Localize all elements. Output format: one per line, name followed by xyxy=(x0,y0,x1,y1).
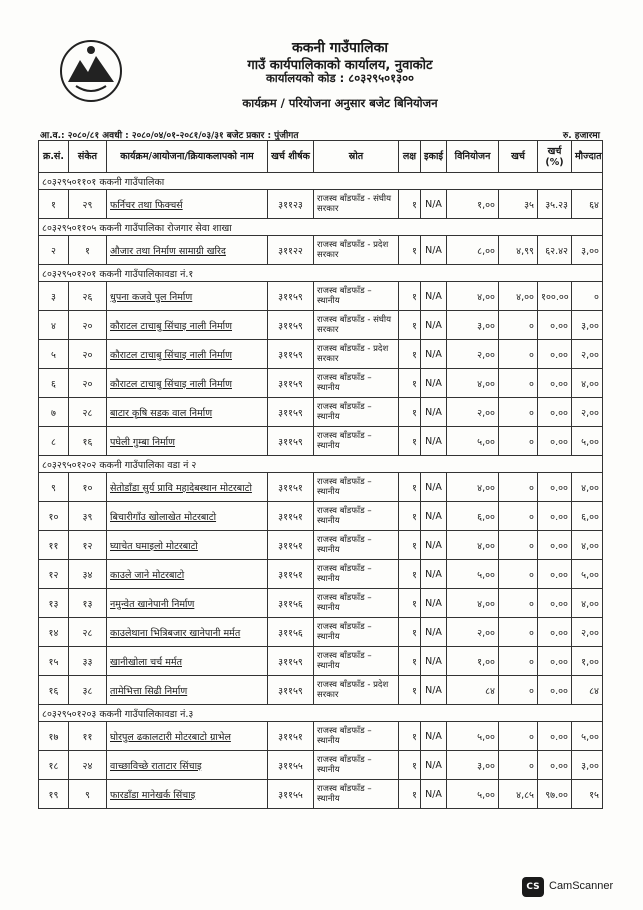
unit-text: रु. हजारमा xyxy=(562,131,600,141)
serial-cell: ११ xyxy=(39,531,69,560)
expense-head-cell: ३११५९ xyxy=(268,340,314,369)
allocation-cell: ८४ xyxy=(447,676,499,705)
section-row xyxy=(39,265,603,282)
expense-percent-cell: ३५.२३ xyxy=(538,190,572,219)
serial-cell: १ xyxy=(39,190,69,219)
project-name-cell: फर्निचर तथा फिक्चर्स xyxy=(107,190,268,219)
balance-cell: ५,०० xyxy=(572,722,603,751)
document-title: कार्यक्रम / परियोजना अनुसार बजेट बिनियोजन xyxy=(242,96,438,110)
code-cell: ३९ xyxy=(69,502,107,531)
expense-head-cell: ३११५९ xyxy=(268,311,314,340)
allocation-cell: १,०० xyxy=(447,190,499,219)
balance-cell: ८४ xyxy=(572,676,603,705)
project-name-cell: वाच्छाविच्छे राताटार सिंचाइ xyxy=(107,751,268,780)
table-row xyxy=(39,282,603,311)
section-label: ८०३२९५०१२०१ ककनी गाउँपालिकावडा नं.१ xyxy=(39,265,603,282)
balance-cell: ६४ xyxy=(572,190,603,219)
expense-cell: ४,८५ xyxy=(499,780,538,809)
table-row xyxy=(39,722,603,751)
project-name-cell: खानीखोला चर्च मर्मत xyxy=(107,647,268,676)
code-cell: २० xyxy=(69,311,107,340)
unit-cell: N/A xyxy=(421,751,447,780)
table-row xyxy=(39,502,603,531)
unit-cell: N/A xyxy=(421,398,447,427)
section-label: ८०३२९५०१२०३ ककनी गाउँपालिकावडा नं.३ xyxy=(39,705,603,722)
allocation-cell: ६,०० xyxy=(447,502,499,531)
unit-cell: N/A xyxy=(421,190,447,219)
source-cell: राजस्व बाँडफाँड - प्रदेश सरकार xyxy=(314,340,399,369)
table-row xyxy=(39,647,603,676)
target-cell: १ xyxy=(399,531,421,560)
unit-cell: N/A xyxy=(421,282,447,311)
expense-percent-cell: ०.०० xyxy=(538,618,572,647)
target-cell: १ xyxy=(399,502,421,531)
expense-cell: ० xyxy=(499,473,538,502)
table-row xyxy=(39,190,603,219)
table-row xyxy=(39,473,603,502)
expense-percent-cell: ०.०० xyxy=(538,531,572,560)
col-header: इकाई xyxy=(421,141,447,173)
target-cell: १ xyxy=(399,473,421,502)
balance-cell: ५,०० xyxy=(572,427,603,456)
allocation-cell: २,०० xyxy=(447,340,499,369)
table-row xyxy=(39,369,603,398)
source-cell: राजस्व बाँडफाँड – स्थानीय xyxy=(314,502,399,531)
project-name-cell: फारडाँडा मानेखर्क सिंचाइ xyxy=(107,780,268,809)
allocation-cell: ५,०० xyxy=(447,427,499,456)
project-name-cell: घ्याचेत घमाइलो मोटरबाटो xyxy=(107,531,268,560)
table-row xyxy=(39,676,603,705)
serial-cell: २ xyxy=(39,236,69,265)
table-row xyxy=(39,398,603,427)
expense-head-cell: ३११५९ xyxy=(268,647,314,676)
expense-cell: ० xyxy=(499,502,538,531)
source-cell: राजस्व बाँडफाँड - संघीय सरकार xyxy=(314,311,399,340)
allocation-cell: ४,०० xyxy=(447,531,499,560)
section-label: ८०३२९५०११०१ ककनी गाउँपालिका xyxy=(39,173,603,190)
code-cell: १ xyxy=(69,236,107,265)
table-row xyxy=(39,618,603,647)
allocation-cell: २,०० xyxy=(447,398,499,427)
source-cell: राजस्व बाँडफाँड – स्थानीय xyxy=(314,589,399,618)
unit-cell: N/A xyxy=(421,560,447,589)
code-cell: १० xyxy=(69,473,107,502)
table-row xyxy=(39,560,603,589)
code-cell: २४ xyxy=(69,751,107,780)
municipality-emblem-icon xyxy=(58,38,124,104)
source-cell: राजस्व बाँडफाँड – स्थानीय xyxy=(314,722,399,751)
source-cell: राजस्व बाँडफाँड – स्थानीय xyxy=(314,560,399,589)
section-label: ८०३२९५०१२०२ ककनी गाउँपालिका वडा नं २ xyxy=(39,456,603,473)
expense-cell: ० xyxy=(499,751,538,780)
serial-cell: १३ xyxy=(39,589,69,618)
code-cell: २० xyxy=(69,369,107,398)
serial-cell: १९ xyxy=(39,780,69,809)
code-cell: ३४ xyxy=(69,560,107,589)
source-cell: राजस्व बाँडफाँड – स्थानीय xyxy=(314,531,399,560)
code-cell: ११ xyxy=(69,722,107,751)
section-row xyxy=(39,705,603,722)
expense-percent-cell: ०.०० xyxy=(538,369,572,398)
balance-cell: २,०० xyxy=(572,618,603,647)
project-name-cell: घोरपुल ढकालटारी मोटरबाटो ग्राभेल xyxy=(107,722,268,751)
balance-cell: १,०० xyxy=(572,647,603,676)
expense-cell: ० xyxy=(499,311,538,340)
serial-cell: १४ xyxy=(39,618,69,647)
unit-cell: N/A xyxy=(421,647,447,676)
target-cell: १ xyxy=(399,427,421,456)
expense-head-cell: ३११२३ xyxy=(268,190,314,219)
code-cell: ३३ xyxy=(69,647,107,676)
unit-cell: N/A xyxy=(421,618,447,647)
expense-head-cell: ३११५९ xyxy=(268,369,314,398)
target-cell: १ xyxy=(399,236,421,265)
code-cell: २९ xyxy=(69,190,107,219)
target-cell: १ xyxy=(399,751,421,780)
code-cell: २८ xyxy=(69,618,107,647)
col-header: स्रोत xyxy=(314,141,399,173)
expense-cell: ० xyxy=(499,676,538,705)
expense-cell: ० xyxy=(499,340,538,369)
expense-head-cell: ३११५६ xyxy=(268,618,314,647)
source-cell: राजस्व बाँडफाँड – स्थानीय xyxy=(314,473,399,502)
unit-cell: N/A xyxy=(421,311,447,340)
serial-cell: ७ xyxy=(39,398,69,427)
code-cell: १६ xyxy=(69,427,107,456)
balance-cell: ४,०० xyxy=(572,531,603,560)
table-header-row xyxy=(39,141,603,173)
project-name-cell: बाटार कृषि सडक वाल निर्माण xyxy=(107,398,268,427)
col-header: कार्यक्रम/आयोजना/क्रियाकलापको नाम xyxy=(107,141,268,173)
col-header: खर्च xyxy=(499,141,538,173)
unit-cell: N/A xyxy=(421,369,447,398)
target-cell: १ xyxy=(399,311,421,340)
expense-cell: ० xyxy=(499,618,538,647)
camscanner-watermark xyxy=(522,875,632,899)
source-cell: राजस्व बाँडफाँड – स्थानीय xyxy=(314,427,399,456)
table-row xyxy=(39,589,603,618)
expense-head-cell: ३११५१ xyxy=(268,531,314,560)
project-name-cell: बिचारीगाँउ खोलाखेत मोटरबाटो xyxy=(107,502,268,531)
expense-percent-cell: ०.०० xyxy=(538,340,572,369)
project-name-cell: धुपना कजवे पुल निर्माण xyxy=(107,282,268,311)
project-name-cell: काउलेथाना भित्रिबजार खानेपानी मर्मत xyxy=(107,618,268,647)
camscanner-logo-icon: CS xyxy=(522,877,544,897)
serial-cell: १५ xyxy=(39,647,69,676)
expense-percent-cell: ०.०० xyxy=(538,751,572,780)
section-label: ८०३२९५०११०५ ककनी गाउँपालिका रोजगार सेवा शाखा xyxy=(39,219,603,236)
source-cell: राजस्व बाँडफाँड – स्थानीय xyxy=(314,647,399,676)
target-cell: १ xyxy=(399,282,421,311)
expense-head-cell: ३११५१ xyxy=(268,473,314,502)
expense-percent-cell: ०.०० xyxy=(538,398,572,427)
balance-cell: ३,०० xyxy=(572,236,603,265)
balance-cell: २,०० xyxy=(572,398,603,427)
office-name: गाउँ कार्यपालिकाको कार्यालय, नुवाकोट xyxy=(247,58,433,73)
col-header: लक्ष xyxy=(399,141,421,173)
code-cell: ९ xyxy=(69,780,107,809)
expense-percent-cell: ०.०० xyxy=(538,311,572,340)
expense-head-cell: ३११५९ xyxy=(268,398,314,427)
expense-cell: ० xyxy=(499,722,538,751)
target-cell: १ xyxy=(399,647,421,676)
project-name-cell: काउले जाने मोटरबाटो xyxy=(107,560,268,589)
expense-percent-cell: ९७.०० xyxy=(538,780,572,809)
expense-head-cell: ३११५९ xyxy=(268,427,314,456)
col-header: मौज्दात xyxy=(572,141,603,173)
serial-cell: १० xyxy=(39,502,69,531)
expense-cell: ० xyxy=(499,647,538,676)
project-name-cell: औजार तथा निर्माण सामाग्री खरिद xyxy=(107,236,268,265)
source-cell: राजस्व बाँडफाँड – स्थानीय xyxy=(314,780,399,809)
camscanner-text: CamScanner xyxy=(549,880,614,892)
table-row xyxy=(39,751,603,780)
expense-percent-cell: ०.०० xyxy=(538,502,572,531)
expense-cell: ० xyxy=(499,427,538,456)
balance-cell: १५ xyxy=(572,780,603,809)
project-name-cell: कौराटल टाचाबु सिंचाइ नाली निर्माण xyxy=(107,311,268,340)
expense-head-cell: ३११५५ xyxy=(268,751,314,780)
expense-head-cell: ३११५१ xyxy=(268,722,314,751)
expense-percent-cell: ०.०० xyxy=(538,427,572,456)
serial-cell: ५ xyxy=(39,340,69,369)
unit-cell: N/A xyxy=(421,236,447,265)
source-cell: राजस्व बाँडफाँड – स्थानीय xyxy=(314,751,399,780)
allocation-cell: ५,०० xyxy=(447,722,499,751)
expense-percent-cell: ०.०० xyxy=(538,589,572,618)
code-cell: २० xyxy=(69,340,107,369)
serial-cell: ४ xyxy=(39,311,69,340)
unit-cell: N/A xyxy=(421,502,447,531)
expense-cell: ४,९९ xyxy=(499,236,538,265)
target-cell: १ xyxy=(399,560,421,589)
project-name-cell: पघेली गुम्बा निर्माण xyxy=(107,427,268,456)
expense-cell: ४,०० xyxy=(499,282,538,311)
balance-cell: ६,०० xyxy=(572,502,603,531)
serial-cell: ६ xyxy=(39,369,69,398)
section-row xyxy=(39,219,603,236)
project-name-cell: कौराटल टाचाबु सिंचाइ नाली निर्माण xyxy=(107,369,268,398)
allocation-cell: ५,०० xyxy=(447,780,499,809)
section-row xyxy=(39,173,603,190)
source-cell: राजस्व बाँडफाँड – स्थानीय xyxy=(314,369,399,398)
col-header: खर्च (%) xyxy=(538,141,572,173)
expense-cell: ० xyxy=(499,369,538,398)
allocation-cell: २,०० xyxy=(447,618,499,647)
expense-head-cell: ३११२२ xyxy=(268,236,314,265)
table-row xyxy=(39,340,603,369)
expense-head-cell: ३११५५ xyxy=(268,780,314,809)
balance-cell: ३,०० xyxy=(572,751,603,780)
balance-cell: ० xyxy=(572,282,603,311)
expense-cell: ० xyxy=(499,398,538,427)
expense-percent-cell: ६२.४२ xyxy=(538,236,572,265)
source-cell: राजस्व बाँडफाँड – स्थानीय xyxy=(314,282,399,311)
target-cell: १ xyxy=(399,722,421,751)
unit-cell: N/A xyxy=(421,676,447,705)
target-cell: १ xyxy=(399,369,421,398)
project-name-cell: तामेभित्ता सिढी निर्माण xyxy=(107,676,268,705)
allocation-cell: ४,०० xyxy=(447,282,499,311)
serial-cell: १६ xyxy=(39,676,69,705)
target-cell: १ xyxy=(399,340,421,369)
source-cell: राजस्व बाँडफाँड – स्थानीय xyxy=(314,618,399,647)
table-row xyxy=(39,427,603,456)
serial-cell: ३ xyxy=(39,282,69,311)
table-body xyxy=(39,173,603,809)
expense-percent-cell: ०.०० xyxy=(538,647,572,676)
allocation-cell: ४,०० xyxy=(447,473,499,502)
serial-cell: १७ xyxy=(39,722,69,751)
period-text: आ.व.: २०८०/८१ अवधी : २०८०/०४/०१-२०८१/०३/३१ बजेट प्रकार : पुंजीगत xyxy=(40,131,299,141)
target-cell: १ xyxy=(399,676,421,705)
project-name-cell: कौराटल टाचाबु सिंचाइ नाली निर्माण xyxy=(107,340,268,369)
expense-head-cell: ३११५९ xyxy=(268,282,314,311)
balance-cell: ४,०० xyxy=(572,473,603,502)
allocation-cell: १,०० xyxy=(447,647,499,676)
col-header: खर्च शीर्षक xyxy=(268,141,314,173)
unit-cell: N/A xyxy=(421,722,447,751)
source-cell: राजस्व बाँडफाँड - संघीय सरकार xyxy=(314,190,399,219)
table-row xyxy=(39,311,603,340)
serial-cell: ८ xyxy=(39,427,69,456)
table-row xyxy=(39,236,603,265)
col-header: संकेत xyxy=(69,141,107,173)
allocation-cell: ८,०० xyxy=(447,236,499,265)
serial-cell: १८ xyxy=(39,751,69,780)
code-cell: २६ xyxy=(69,282,107,311)
allocation-cell: ४,०० xyxy=(447,369,499,398)
expense-percent-cell: १००.०० xyxy=(538,282,572,311)
allocation-cell: ३,०० xyxy=(447,751,499,780)
section-row xyxy=(39,456,603,473)
office-code: कार्यालयको कोड : ८०३२९५०१३०० xyxy=(265,71,415,85)
balance-cell: २,०० xyxy=(572,340,603,369)
unit-cell: N/A xyxy=(421,340,447,369)
balance-cell: ५,०० xyxy=(572,560,603,589)
expense-cell: ० xyxy=(499,560,538,589)
balance-cell: ३,०० xyxy=(572,311,603,340)
expense-head-cell: ३११५९ xyxy=(268,676,314,705)
expense-percent-cell: ०.०० xyxy=(538,676,572,705)
unit-cell: N/A xyxy=(421,531,447,560)
expense-head-cell: ३११५१ xyxy=(268,502,314,531)
code-cell: ३८ xyxy=(69,676,107,705)
balance-cell: ४,०० xyxy=(572,369,603,398)
allocation-cell: ३,०० xyxy=(447,311,499,340)
target-cell: १ xyxy=(399,190,421,219)
municipality-name: ककनी गाउँपालिका xyxy=(291,40,389,56)
allocation-cell: ४,०० xyxy=(447,589,499,618)
target-cell: १ xyxy=(399,618,421,647)
expense-cell: ० xyxy=(499,531,538,560)
expense-percent-cell: ०.०० xyxy=(538,722,572,751)
unit-cell: N/A xyxy=(421,473,447,502)
source-cell: राजस्व बाँडफाँड – स्थानीय xyxy=(314,398,399,427)
code-cell: १३ xyxy=(69,589,107,618)
target-cell: १ xyxy=(399,589,421,618)
col-header: क्र.सं. xyxy=(39,141,69,173)
balance-cell: ४,०० xyxy=(572,589,603,618)
target-cell: १ xyxy=(399,780,421,809)
budget-table xyxy=(38,140,603,809)
expense-head-cell: ३११५१ xyxy=(268,560,314,589)
unit-cell: N/A xyxy=(421,589,447,618)
code-cell: १२ xyxy=(69,531,107,560)
expense-cell: ० xyxy=(499,589,538,618)
serial-cell: १२ xyxy=(39,560,69,589)
source-cell: राजस्व बाँडफाँड - प्रदेश सरकार xyxy=(314,676,399,705)
col-header: विनियोजन xyxy=(447,141,499,173)
table-row xyxy=(39,780,603,809)
expense-cell: ३५ xyxy=(499,190,538,219)
expense-percent-cell: ०.०० xyxy=(538,560,572,589)
project-name-cell: सेतोडाँडा सुर्य प्रावि महादेबस्थान मोटरबाटो xyxy=(107,473,268,502)
unit-cell: N/A xyxy=(421,427,447,456)
target-cell: १ xyxy=(399,398,421,427)
code-cell: २८ xyxy=(69,398,107,427)
expense-head-cell: ३११५६ xyxy=(268,589,314,618)
unit-cell: N/A xyxy=(421,780,447,809)
allocation-cell: ५,०० xyxy=(447,560,499,589)
source-cell: राजस्व बाँडफाँड - प्रदेश सरकार xyxy=(314,236,399,265)
expense-percent-cell: ०.०० xyxy=(538,473,572,502)
table-row xyxy=(39,531,603,560)
serial-cell: ९ xyxy=(39,473,69,502)
project-name-cell: नमुन्वेत खानेपानी निर्माण xyxy=(107,589,268,618)
